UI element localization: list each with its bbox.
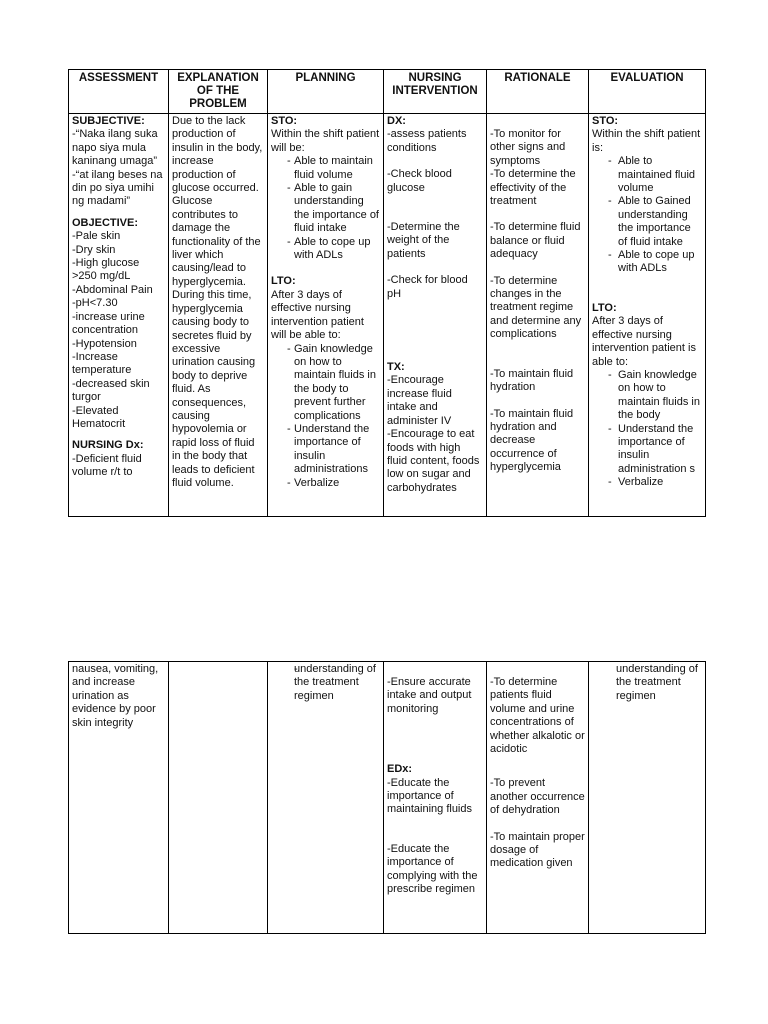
evaluation-sto-list xyxy=(592,155,702,276)
subjective-item: -“at ilang beses na din po siya umihi ng madami” xyxy=(72,168,166,208)
planning-sto-heading: STO: xyxy=(271,115,298,127)
evaluation-lto-intro: After 3 days of effective nursing intervention patient is able to: xyxy=(592,315,700,368)
planning-continued-text xyxy=(294,663,380,703)
care-plan-table-page2 xyxy=(68,661,706,934)
table-row xyxy=(69,114,706,517)
rationale-cell xyxy=(487,114,589,517)
subjective-item: -“Naka ilang suka napo siya mula kaninang umaga” xyxy=(72,128,161,168)
list-item: - Understand the importance of insulin administration s xyxy=(608,423,702,477)
rationale-item: -To determine the effectivity of the treatment xyxy=(490,168,579,208)
list-item: - Able to cope up with ADLs xyxy=(608,249,702,276)
assessment-cell xyxy=(69,662,169,934)
explanation-cell xyxy=(169,662,268,934)
objective-item: -High glucose >250 mg/dL xyxy=(72,257,143,283)
planning-continued xyxy=(271,663,380,703)
list-item: - Able to cope up with ADLs xyxy=(287,236,380,263)
list-item: - Verbalize xyxy=(287,477,380,490)
evaluation-lto-list xyxy=(592,369,702,490)
list-item: - Understand the importance of insulin administrations xyxy=(287,423,380,477)
assessment-continued-text: nausea, vomiting, and increase urination as evidence by poor skin integrity xyxy=(72,663,162,729)
header-rationale: RATIONALE xyxy=(487,70,589,114)
rationale-cell xyxy=(487,662,589,934)
explanation-cell xyxy=(169,114,268,517)
rationale-item: -To maintain fluid hydration xyxy=(490,367,577,394)
subjective-heading: SUBJECTIVE: xyxy=(72,115,145,127)
intervention-item: -Educate the importance of maintaining fluids xyxy=(387,776,472,816)
intervention-tx-heading: TX: xyxy=(387,361,405,374)
intervention-item: -Encourage to eat foods with high fluid content, foods low on sugar and carbohydrates xyxy=(387,428,483,494)
planning-sto-intro: Within the shift patient will be: xyxy=(271,128,383,154)
rationale-item: -To monitor for other signs and symptoms xyxy=(490,128,569,167)
objective-item: -Hypotension xyxy=(72,337,137,350)
evaluation-lto-heading: LTO: xyxy=(592,301,617,314)
table-row xyxy=(69,662,706,934)
planning-lto-heading: LTO: xyxy=(271,275,296,288)
header-explanation: EXPLANATION OF THE PROBLEM xyxy=(169,70,268,114)
planning-cell xyxy=(268,662,384,934)
care-plan-table-page1 xyxy=(68,69,706,517)
rationale-item: -To determine fluid balance or fluid adequacy xyxy=(490,221,584,261)
evaluation-cell xyxy=(589,114,706,517)
rationale-item: -To maintain fluid hydration and decrease occurrence of hyperglycemia xyxy=(490,407,577,474)
objective-item: -Elevated Hematocrit xyxy=(72,404,126,430)
nursing-dx-text: -Deficient fluid volume r/t to xyxy=(72,452,145,479)
nursing-dx-heading: NURSING Dx: xyxy=(72,439,144,452)
list-item: - Able to maintained fluid volume xyxy=(608,155,702,195)
planning-lto-intro: After 3 days of effective nursing intervention patient will be able to: xyxy=(271,288,368,342)
intervention-dx-heading: DX: xyxy=(387,115,406,127)
objective-item: -Pale skin xyxy=(72,230,121,243)
list-item: - Verbalize xyxy=(608,476,702,489)
intervention-item: -Educate the importance of complying with the prescribe regimen xyxy=(387,842,481,896)
list-item: - Gain knowledge on how to maintain fluids in the body xyxy=(608,369,702,423)
intervention-item: -Determine the weight of the patients xyxy=(387,221,463,260)
objective-item: -pH<7.30 xyxy=(72,297,118,310)
objective-item: -decreased skin turgor xyxy=(72,377,153,404)
intervention-edx-heading: EDx: xyxy=(387,763,413,776)
intervention-item: -assess patients conditions xyxy=(387,128,470,154)
header-row xyxy=(69,70,706,114)
planning-lto-list xyxy=(271,343,380,490)
header-planning: PLANNING xyxy=(268,70,384,114)
objective-item: -Dry skin xyxy=(72,243,116,256)
objective-heading: OBJECTIVE: xyxy=(72,216,139,229)
intervention-item: -Encourage increase fluid intake and administer IV xyxy=(387,374,455,427)
objective-item: -Increase temperature xyxy=(72,350,132,377)
header-assessment: ASSESSMENT xyxy=(69,70,169,114)
planning-cell xyxy=(268,114,384,517)
intervention-item: -Check for blood pH xyxy=(387,274,471,300)
list-item: - Able to gain understanding the importance of fluid intake xyxy=(287,182,380,236)
assessment-cell xyxy=(69,114,169,517)
list-item: - Able to Gained understanding the importance of fluid intake xyxy=(608,195,702,249)
rationale-item: -To determine changes in the treatment regime and determine any complications xyxy=(490,274,585,341)
rationale-item: -To maintain proper dosage of medication given xyxy=(490,830,588,870)
evaluation-sto-intro: Within the shift patient is: xyxy=(592,128,704,154)
explanation-text: Due to the lack production of insulin in the body, increase production of glucose occurred. Glucose contributes to damage the functionality of the liver which causing/lead to hyperglycemia. During this time, hyperglycemia causing body to secretes fluid by excessive urination causing body to deprive fluid. As consequences, causing hypovolemia or rapid loss of fluid in the body that leads to deficient fluid volume. xyxy=(172,115,266,489)
intervention-cell xyxy=(384,662,487,934)
planning-sto-list xyxy=(271,155,380,262)
rationale-item: -To prevent another occurrence of dehydration xyxy=(490,777,588,817)
header-evaluation: EVALUATION xyxy=(589,70,706,114)
rationale-item: -To determine patients fluid volume and urine concentrations of whether alkalotic or acidotic xyxy=(490,676,588,756)
objective-item: -increase urine concentration xyxy=(72,310,148,337)
intervention-item: -Ensure accurate intake and output monitoring xyxy=(387,676,475,715)
list-item: - Gain knowledge on how to maintain fluids in the body to prevent further complications xyxy=(287,343,380,423)
intervention-cell xyxy=(384,114,487,517)
evaluation-cell xyxy=(589,662,706,934)
objective-item: -Abdominal Pain xyxy=(72,283,153,296)
evaluation-continued-text: understanding of the treatment regimen xyxy=(616,663,702,702)
evaluation-sto-heading: STO: xyxy=(592,115,619,127)
planning-continued-label: understanding of the treatment regimen xyxy=(294,663,376,702)
intervention-item: -Check blood glucose xyxy=(387,168,455,194)
list-item: - Able to maintain fluid volume xyxy=(287,155,380,182)
header-intervention: NURSING INTERVENTION xyxy=(384,70,487,114)
